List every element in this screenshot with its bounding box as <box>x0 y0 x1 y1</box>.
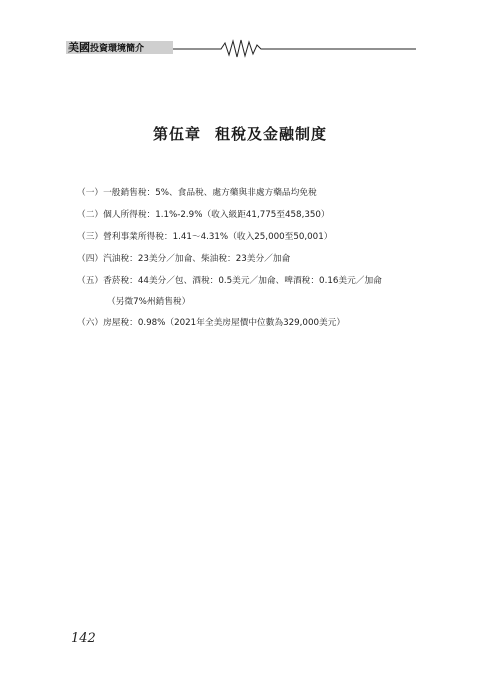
list-item-continuation: （另徵7%州銷售稅） <box>107 297 191 307</box>
header-wave-line <box>173 36 416 60</box>
list-item: （一）一般銷售稅：5%、食品稅、處方藥與非處方藥品均免稅 <box>77 188 317 198</box>
list-item: （四）汽油稅：23美分／加侖、柴油稅：23美分／加侖 <box>77 254 291 264</box>
list-item: （五）香菸稅：44美分／包、酒稅：0.5美元／加侖、啤酒稅：0.16美元／加侖 <box>77 276 382 286</box>
chapter-title: 租稅及金融制度 <box>215 125 328 143</box>
list-item: （六）房屋稅：0.98%（2021年全美房屋價中位數為329,000美元） <box>77 318 346 328</box>
header-title-main: 美國 <box>68 41 90 54</box>
list-item: （三）營利事業所得稅：1.41～4.31%（收入25,000至50,001） <box>77 232 333 242</box>
chapter-heading <box>0 123 480 144</box>
running-header <box>68 41 144 54</box>
list-item: （二）個人所得稅：1.1%-2.9%（收入級距41,775至458,350） <box>77 210 330 220</box>
chapter-number: 第伍章 <box>152 125 201 143</box>
page-number: 142 <box>71 631 96 646</box>
header-title-sub: 投資環境簡介 <box>90 44 145 54</box>
